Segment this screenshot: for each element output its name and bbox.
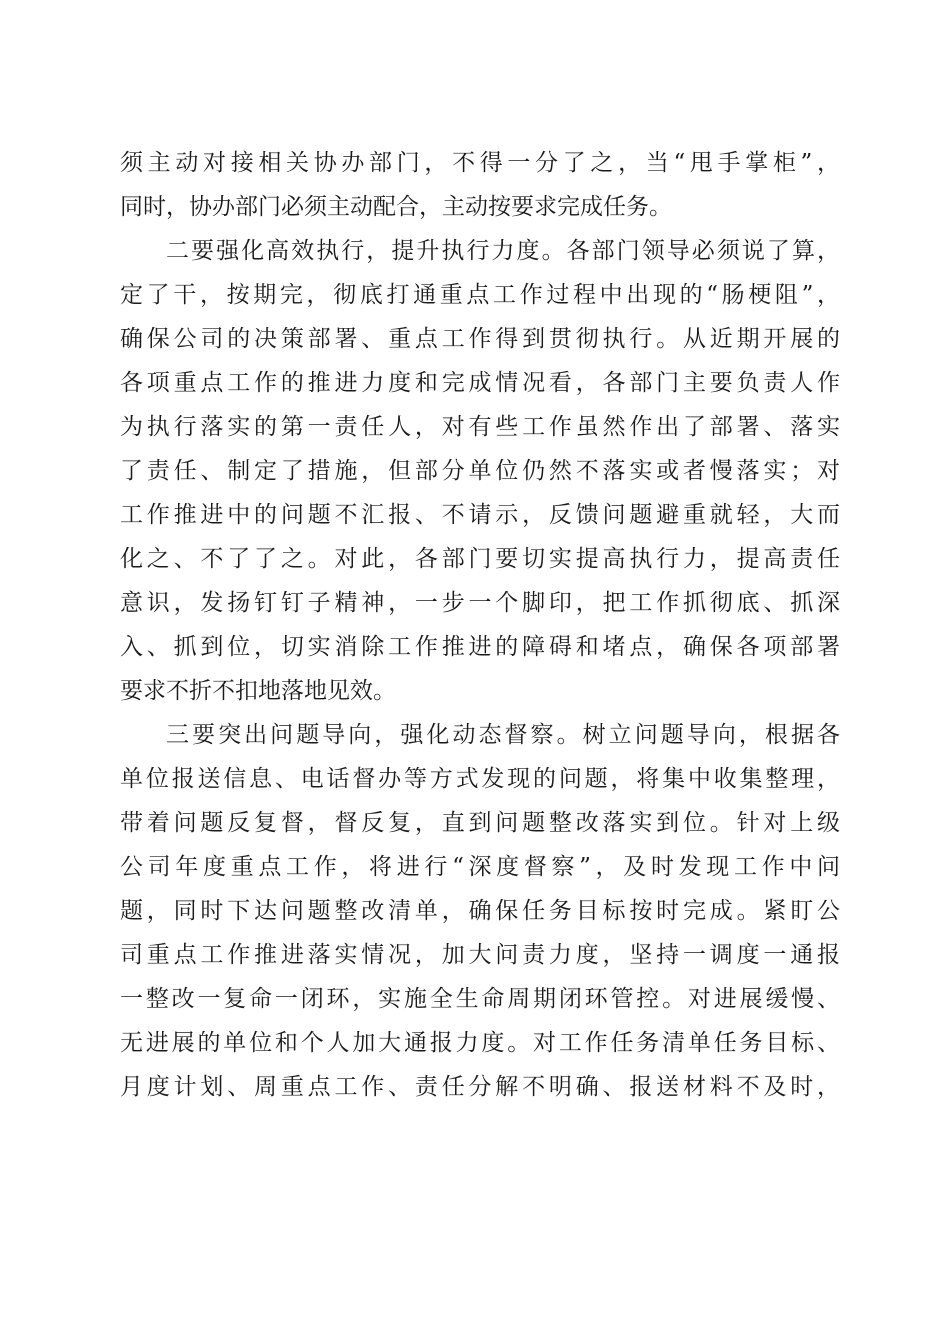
text-line: 月度计划、周重点工作、责任分解不明确、报送材料不及时， <box>120 1074 840 1100</box>
text-line: 要求不折不扣地落地见效。 <box>120 678 396 704</box>
text-line: 化之、不了了之。对此，各部门要切实提高执行力，提高责任 <box>120 546 840 572</box>
text-line: 工作推进中的问题不汇报、不请示，反馈问题避重就轻，大而 <box>120 502 840 528</box>
text-line: 各项重点工作的推进力度和完成情况看，各部门主要负责人作 <box>120 370 840 396</box>
text-line: 二要强化高效执行，提升执行力度。各部门领导必须说了算， <box>166 238 840 264</box>
body-text <box>120 141 840 1109</box>
text-line: 题，同时下达问题整改清单，确保任务目标按时完成。紧盯公 <box>120 898 840 924</box>
text-line: 同时，协办部门必须主动配合，主动按要求完成任务。 <box>120 194 672 220</box>
text-line: 一整改一复命一闭环，实施全生命周期闭环管控。对进展缓慢、 <box>120 986 840 1012</box>
text-line: 了责任、制定了措施，但部分单位仍然不落实或者慢落实；对 <box>120 458 840 484</box>
text-line: 三要突出问题导向，强化动态督察。树立问题导向，根据各 <box>166 722 840 748</box>
paragraph <box>120 229 840 713</box>
paragraph <box>120 141 840 229</box>
text-line: 公司年度重点工作，将进行“深度督察”，及时发现工作中问 <box>120 854 840 880</box>
text-line: 意识，发扬钉钉子精神，一步一个脚印，把工作抓彻底、抓深 <box>120 590 840 616</box>
text-line: 司重点工作推进落实情况，加大问责力度，坚持一调度一通报 <box>120 942 840 968</box>
text-line: 入、抓到位，切实消除工作推进的障碍和堵点，确保各项部署 <box>120 634 840 660</box>
text-line: 须主动对接相关协办部门，不得一分了之，当“甩手掌柜”， <box>120 150 840 176</box>
paragraph <box>120 713 840 1109</box>
text-line: 为执行落实的第一责任人，对有些工作虽然作出了部署、落实 <box>120 414 840 440</box>
text-line: 带着问题反复督，督反复，直到问题整改落实到位。针对上级 <box>120 810 840 836</box>
text-line: 单位报送信息、电话督办等方式发现的问题，将集中收集整理， <box>120 766 840 792</box>
text-line: 无进展的单位和个人加大通报力度。对工作任务清单任务目标、 <box>120 1030 840 1056</box>
text-line: 定了干，按期完，彻底打通重点工作过程中出现的“肠梗阻”， <box>120 282 840 308</box>
text-line: 确保公司的决策部署、重点工作得到贯彻执行。从近期开展的 <box>120 326 840 352</box>
